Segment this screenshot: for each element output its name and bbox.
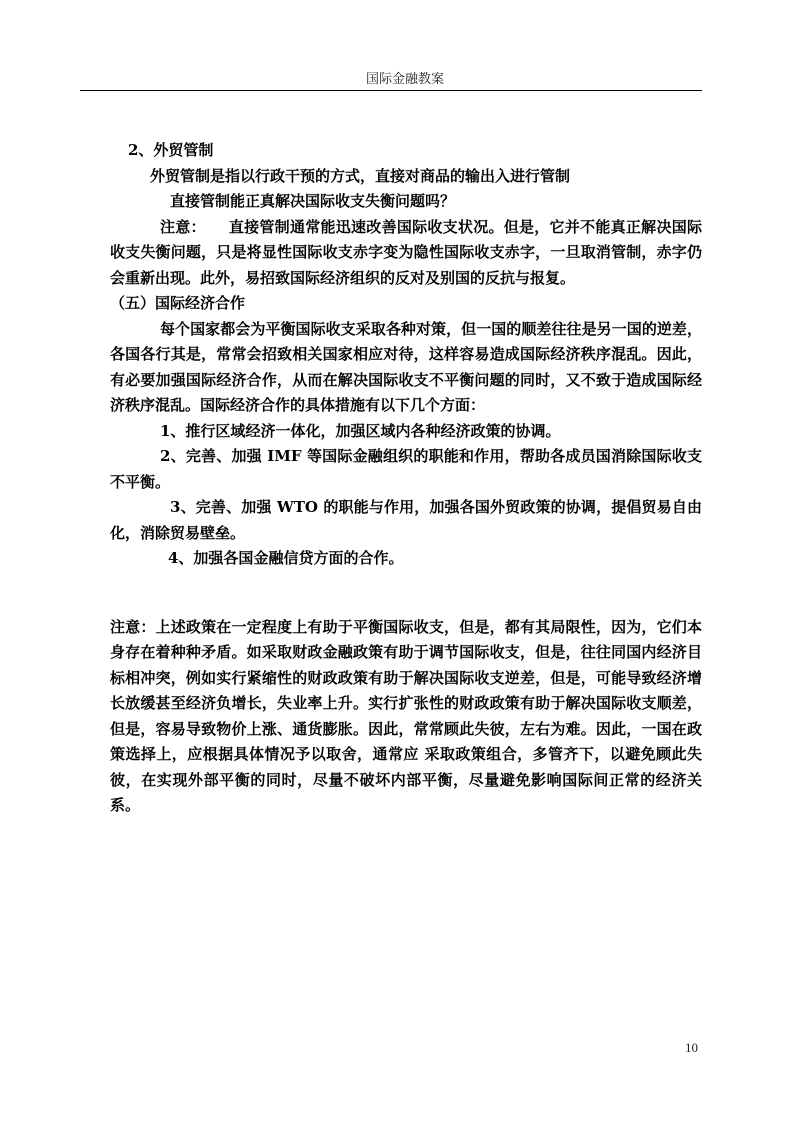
blank-space: [110, 572, 702, 615]
list-item-4: 4、加强各国金融信贷方面的合作。: [168, 549, 404, 567]
question-line: 直接管制能正真解决国际收支失衡问题吗？: [170, 192, 456, 210]
note-paragraph-direct-control: 注意： 直接管制通常能迅速改善国际收支状况。但是，它并不能真正解决国际收支失衡问题，只是将显性国际收支赤字变为隐性国际收支赤字，一旦取消管制，赤字仍会重新出现。此外，易招致国际经济组织的反对及别国的反抗与报复。: [110, 217, 702, 287]
paragraph-definition: 外贸管制是指以行政干预的方式，直接对商品的输出入进行管制: [150, 166, 571, 185]
document-body: [110, 138, 702, 819]
list-item-2: 2、完善、加强 IMF 等国际金融组织的职能和作用，帮助各成员国消除国际收支不平衡。: [110, 447, 702, 491]
subheading-foreign-trade-control: 2、外贸管制: [128, 141, 214, 159]
note-paragraph-policy-limits: 注意：上述政策在一定程度上有助于平衡国际收支，但是，都有其局限性，因为，它们本身存在着种种矛盾。如采取财政金融政策有助于调节国际收支，但是，往往同国内经济目标相冲突，例如实行紧缩性的财政政策有助于解决国际收支逆差，但是，可能导致经济增长放缓甚至经济负增长，失业率上升。实行扩张性的财政政策有助于解决国际收支顺差，但是，容易导致物价上涨、通货膨胀。因此，常常顾此失彼，左右为难。因此，一国在政策选择上，应根据具体情况予以取舍，通常应 采取政策组合，多管齐下，以避免顾此失彼，在实现外部平衡的同时，尽量不破坏内部平衡，尽量避免影响国际间正常的经济关系。: [110, 617, 702, 814]
paragraph-cooperation-intro: 每个国家都会为平衡国际收支采取各种对策，但一国的顺差往往是另一国的逆差，各国各行其是，常常会招致相关国家相应对待，这样容易造成国际经济秩序混乱。因此，有必要加强国际经济合作，从而在解决国际收支不平衡问题的同时，又不致于造成国际经济秩序混乱。国际经济合作的具体措施有以下几个方面：: [110, 319, 702, 414]
section-heading-economic-cooperation: （五）国际经济合作: [110, 294, 246, 312]
list-item-1: 1、推行区域经济一体化，加强区域内各种经济政策的协调。: [160, 421, 561, 440]
list-item-3: 3、完善、加强 WTO 的职能与作用，加强各国外贸政策的协调，提倡贸易自由化，消除贸易壁垒。: [110, 498, 702, 542]
page-number: 10: [685, 1040, 698, 1055]
page-header-title: 国际金融教案: [365, 72, 444, 87]
header-divider: [80, 90, 702, 91]
